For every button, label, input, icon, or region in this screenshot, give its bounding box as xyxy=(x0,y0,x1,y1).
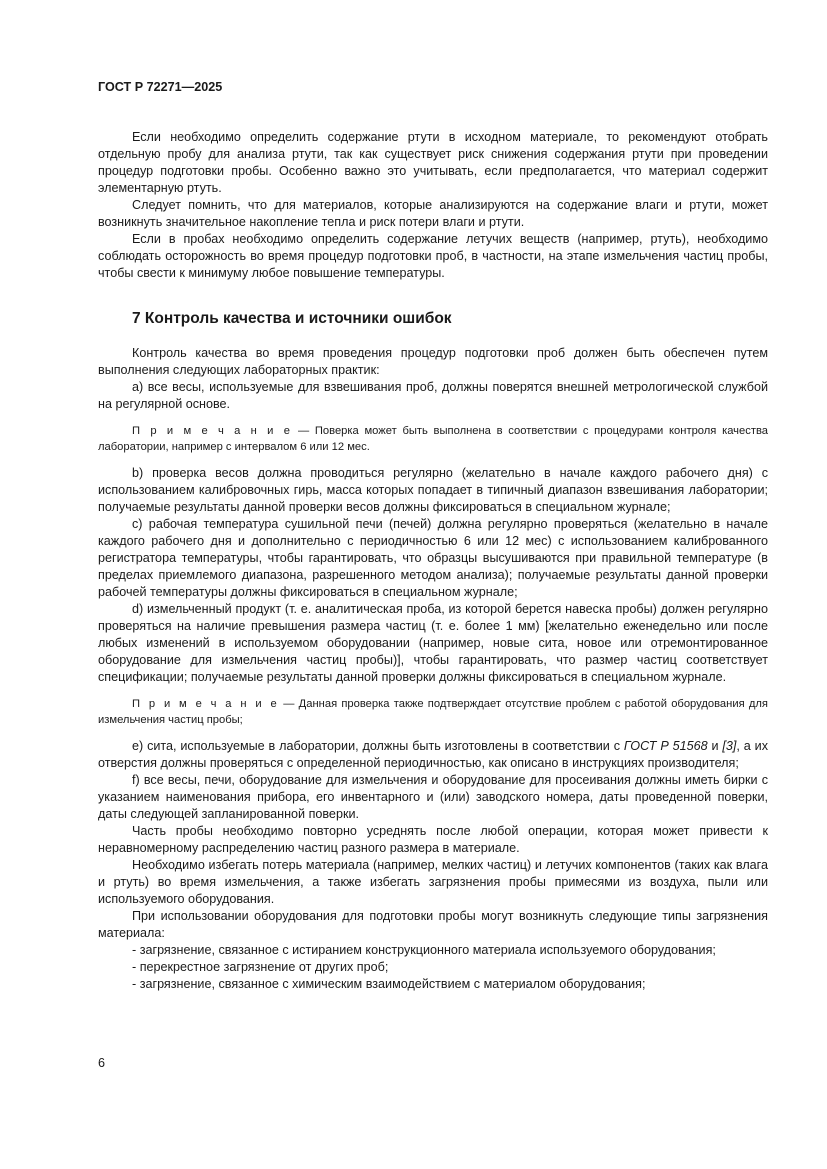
list-item-c: с) рабочая температура сушильной печи (печей) должна регулярно проверяться (желательно в начале каждого рабочего дня и дополнительно с периодичностью 6 или 12 мес) с использованием калиброванного регистратора температуры, чтобы гарантировать, что образцы высушиваются при правильной температуре (в пределах приемлемого диапазона, разрешенного методом анализа); получаемые результаты данной проверки рабочей температуры должны фиксироваться в специальном журнале; xyxy=(98,517,768,599)
list-item-f: f) все весы, печи, оборудование для измельчения и оборудование для просеивания должны иметь бирки с указанием наименования прибора, его инвентарного и (или) заводского номера, даты проведенной поверки, даты следующей запланированной поверки. xyxy=(98,773,768,821)
intro-paragraph-2: Следует помнить, что для материалов, которые анализируются на содержание влаги и ртути, может возникнуть значительное накопление тепла и риск потери влаги и ртути. xyxy=(98,198,768,229)
note-1 xyxy=(98,423,768,455)
item-e-text: и xyxy=(707,739,723,753)
standard-reference: ГОСТ Р 51568 xyxy=(623,739,708,753)
dash-item: - загрязнение, связанное с истиранием конструкционного материала используемого оборудования; xyxy=(132,943,716,957)
paragraph-losses: Необходимо избегать потерь материала (например, мелких частиц) и летучих компонентов (таких как влага и ртуть) во время измельчения, а также избегать загрязнения пробы примесями из воздуха, пыли или используемого оборудования. xyxy=(98,858,768,906)
intro-paragraph-1: Если необходимо определить содержание ртути в исходном материале, то рекомендуют отобрать отдельную пробу для анализа ртути, так как существует риск снижения содержания ртути при проведении процедур подготовки пробы. Особенно важно это учитывать, если предполагается, что материал содержит элементарную ртуть. xyxy=(98,130,768,195)
dash-item: - перекрестное загрязнение от других проб; xyxy=(132,960,389,974)
contamination-list xyxy=(98,942,768,993)
section-heading: 7 Контроль качества и источники ошибок xyxy=(132,310,452,327)
note-label: П р и м е ч а н и е xyxy=(132,698,280,710)
note-2 xyxy=(98,696,768,728)
dash-item: - загрязнение, связанное с химическим взаимодействием с материалом оборудования; xyxy=(132,977,646,991)
page-number: 6 xyxy=(98,1056,106,1070)
list-item-d: d) измельченный продукт (т. е. аналитическая проба, из которой берется навеска пробы) должен регулярно проверяться на наличие превышения размера частиц (т. е. более 1 мм) [желательно еженедельно или после любых изменений в используемом оборудовании (например, новые сита, новое или отремонтированное оборудование для измельчения частиц пробы)], чтобы гарантировать, что размер частиц соответствует спецификации; получаемые результаты данной проверки должны фиксироваться в специальном журнале. xyxy=(98,602,768,684)
item-e-text: е) сита, используемые в лаборатории, должны быть изготовлены в соответствии с xyxy=(132,739,624,753)
paragraph-contamination: При использовании оборудования для подготовки пробы могут возникнуть следующие типы загрязнения материала: xyxy=(98,909,768,940)
standard-header: ГОСТ Р 72271—2025 xyxy=(98,80,223,94)
intro-paragraph-3: Если в пробах необходимо определить содержание летучих веществ (например, ртуть), необходимо соблюдать осторожность во время процедур подготовки проб, в частности, на этапе измельчения частиц пробы, чтобы свести к минимуму любое повышение температуры. xyxy=(98,232,768,280)
note-label: П р и м е ч а н и е xyxy=(132,425,293,437)
list-item-b: b) проверка весов должна проводиться регулярно (желательно в начале каждого рабочего дня) с использованием калибровочных гирь, масса которых попадает в типичный диапазон взвешивания лаборатории; получаемые результаты данной проверки весов должны фиксироваться в специальном журнале; xyxy=(98,466,768,514)
section-lead: Контроль качества во время проведения процедур подготовки проб должен быть обеспечен путем выполнения следующих лабораторных практик: xyxy=(98,346,768,377)
list-item-a: а) все весы, используемые для взвешивания проб, должны поверятся внешней метрологической службой на регулярной основе. xyxy=(98,380,768,411)
item-e-text: , а их отверстия должны проверяться с определенной периодичностью, как описано в инструкциях производителя; xyxy=(98,739,768,770)
note-text: — Данная проверка также подтверждает отсутствие проблем с работой оборудования для измельчения частиц пробы; xyxy=(98,698,768,726)
paragraph-reaveraging: Часть пробы необходимо повторно усреднять после любой операции, которая может привести к неравномерному распределению частиц разного размера в материале. xyxy=(98,824,768,855)
list-item-e xyxy=(98,738,768,772)
note-text: — Поверка может быть выполнена в соответствии с процедурами контроля качества лаборатории, например с интервалом 6 или 12 мес. xyxy=(98,425,768,453)
bibliography-reference: [3] xyxy=(722,739,737,753)
